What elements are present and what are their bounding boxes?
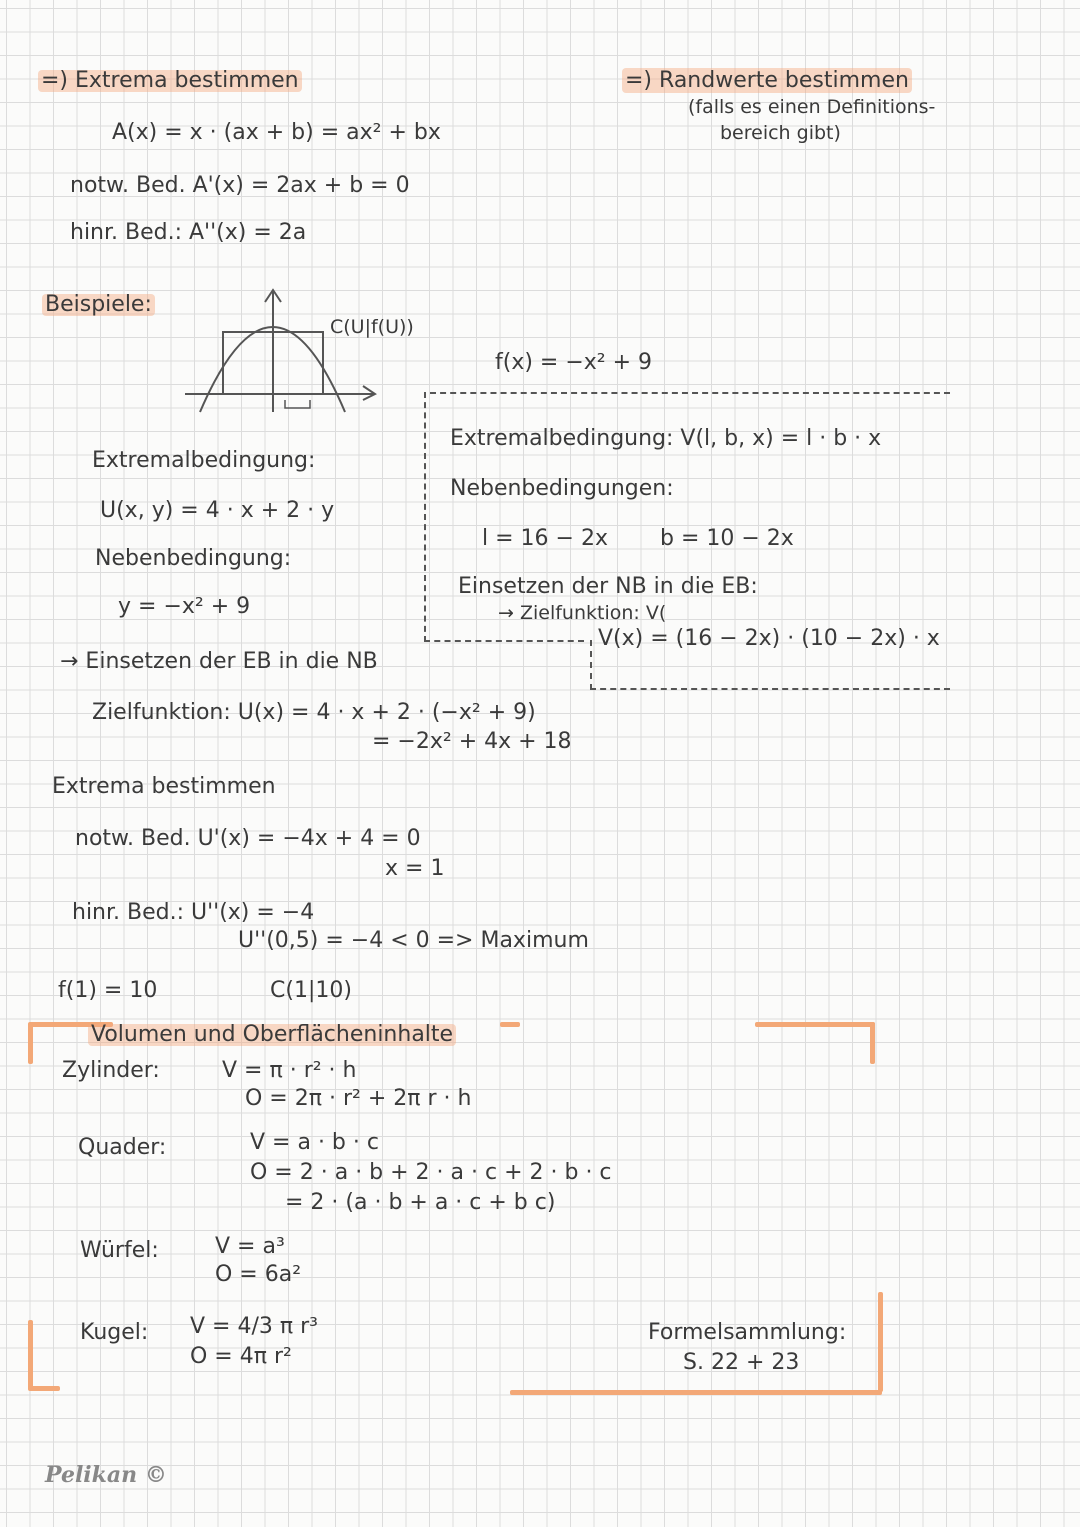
bracket-top-right-h bbox=[755, 1022, 875, 1027]
eb-label-left: Extremalbedingung: bbox=[92, 448, 316, 473]
nb-label-right: Nebenbedingungen: bbox=[450, 476, 674, 501]
pelikan-logo: Pelikan © bbox=[45, 1462, 167, 1488]
hinr-bed-2: hinr. Bed.: U''(x) = −4 bbox=[72, 900, 315, 925]
nb-label-left: Nebenbedingung: bbox=[95, 546, 292, 571]
bracket-right-bottom bbox=[878, 1292, 883, 1392]
wuerfel-label: Würfel: bbox=[80, 1238, 159, 1263]
pelikan-logo-text: Pelikan bbox=[45, 1462, 138, 1488]
hinr-bed-2-result: U''(0,5) = −4 < 0 => Maximum bbox=[238, 928, 589, 953]
dashed-divider-bottom bbox=[590, 688, 950, 690]
b-equation: b = 10 − 2x bbox=[660, 526, 794, 551]
zylinder-surface: O = 2π · r² + 2π r · h bbox=[245, 1086, 472, 1111]
bracket-right-top bbox=[870, 1022, 875, 1064]
zylinder-label: Zylinder: bbox=[62, 1058, 160, 1083]
nb-equation-left: y = −x² + 9 bbox=[118, 594, 251, 619]
bracket-left-top bbox=[28, 1024, 33, 1064]
bracket-left-bottom bbox=[28, 1320, 33, 1390]
formelsammlung-pages: S. 22 + 23 bbox=[683, 1350, 800, 1375]
heading-randwerte bbox=[622, 70, 912, 92]
parabola-sketch bbox=[185, 282, 425, 417]
einsetzen-right: Einsetzen der NB in die EB: bbox=[458, 574, 758, 599]
formelsammlung-label: Formelsammlung: bbox=[648, 1320, 847, 1345]
zielfunktion-right: → Zielfunktion: V( bbox=[498, 602, 667, 624]
dashed-divider-mid bbox=[424, 640, 584, 642]
kugel-surface: O = 4π r² bbox=[190, 1344, 292, 1369]
v-equation: V(x) = (16 − 2x) · (10 − 2x) · x bbox=[598, 626, 940, 651]
quader-volume: V = a · b · c bbox=[250, 1130, 379, 1155]
quader-surface-1: O = 2 · a · b + 2 · a · c + 2 · b · c bbox=[250, 1160, 612, 1185]
point-c: C(1|10) bbox=[270, 978, 352, 1003]
kugel-volume: V = 4/3 π r³ bbox=[190, 1314, 318, 1339]
eb-label-right: Extremalbedingung: V(l, b, x) = l · b · x bbox=[450, 426, 882, 451]
kugel-label: Kugel: bbox=[80, 1320, 149, 1345]
bracket-top-mid-h bbox=[500, 1022, 520, 1027]
function-f: f(x) = −x² + 9 bbox=[495, 350, 653, 375]
volumen-heading: Volumen und Oberflächeninhalte bbox=[88, 1024, 456, 1046]
bracket-bottom-left-h bbox=[28, 1386, 60, 1391]
bracket-bottom-right-h bbox=[510, 1390, 882, 1395]
heading-randwerte-text: =) Randwerte bestimmen bbox=[622, 68, 912, 93]
beispiele-label: Beispiele: bbox=[42, 294, 155, 316]
dashed-divider-vertical-2 bbox=[590, 640, 592, 690]
a-function: A(x) = x · (ax + b) = ax² + bx bbox=[112, 120, 441, 145]
x-solution: x = 1 bbox=[385, 856, 445, 881]
quader-label: Quader: bbox=[78, 1135, 167, 1160]
quader-surface-2: = 2 · (a · b + a · c + b c) bbox=[285, 1190, 556, 1215]
eb-equation-left: U(x, y) = 4 · x + 2 · y bbox=[100, 498, 335, 523]
notw-bed-2: notw. Bed. U'(x) = −4x + 4 = 0 bbox=[75, 826, 421, 851]
heading-extrema: =) Extrema bestimmen bbox=[38, 70, 302, 92]
point-label: C(U|f(U)) bbox=[330, 316, 414, 338]
zielfunktion-left-2: = −2x² + 4x + 18 bbox=[372, 729, 572, 754]
l-equation: l = 16 − 2x bbox=[482, 526, 608, 551]
zylinder-volume: V = π · r² · h bbox=[222, 1058, 357, 1083]
wuerfel-volume: V = a³ bbox=[215, 1234, 285, 1259]
notw-bed-1: notw. Bed. A'(x) = 2ax + b = 0 bbox=[70, 173, 410, 198]
extrema-heading-2: Extrema bestimmen bbox=[52, 774, 276, 799]
dimension-mark bbox=[285, 400, 310, 408]
f-of-1: f(1) = 10 bbox=[58, 978, 158, 1003]
dashed-divider-vertical bbox=[424, 392, 426, 642]
randwerte-note-2: bereich gibt) bbox=[720, 122, 841, 144]
hinr-bed-1: hinr. Bed.: A''(x) = 2a bbox=[70, 220, 307, 245]
dashed-divider-top bbox=[430, 392, 950, 394]
randwerte-note-1: (falls es einen Definitions- bbox=[688, 96, 936, 118]
zielfunktion-left: Zielfunktion: U(x) = 4 · x + 2 · (−x² + 9) bbox=[92, 700, 536, 725]
einsetzen-left: → Einsetzen der EB in die NB bbox=[60, 649, 378, 674]
wuerfel-surface: O = 6a² bbox=[215, 1262, 302, 1287]
